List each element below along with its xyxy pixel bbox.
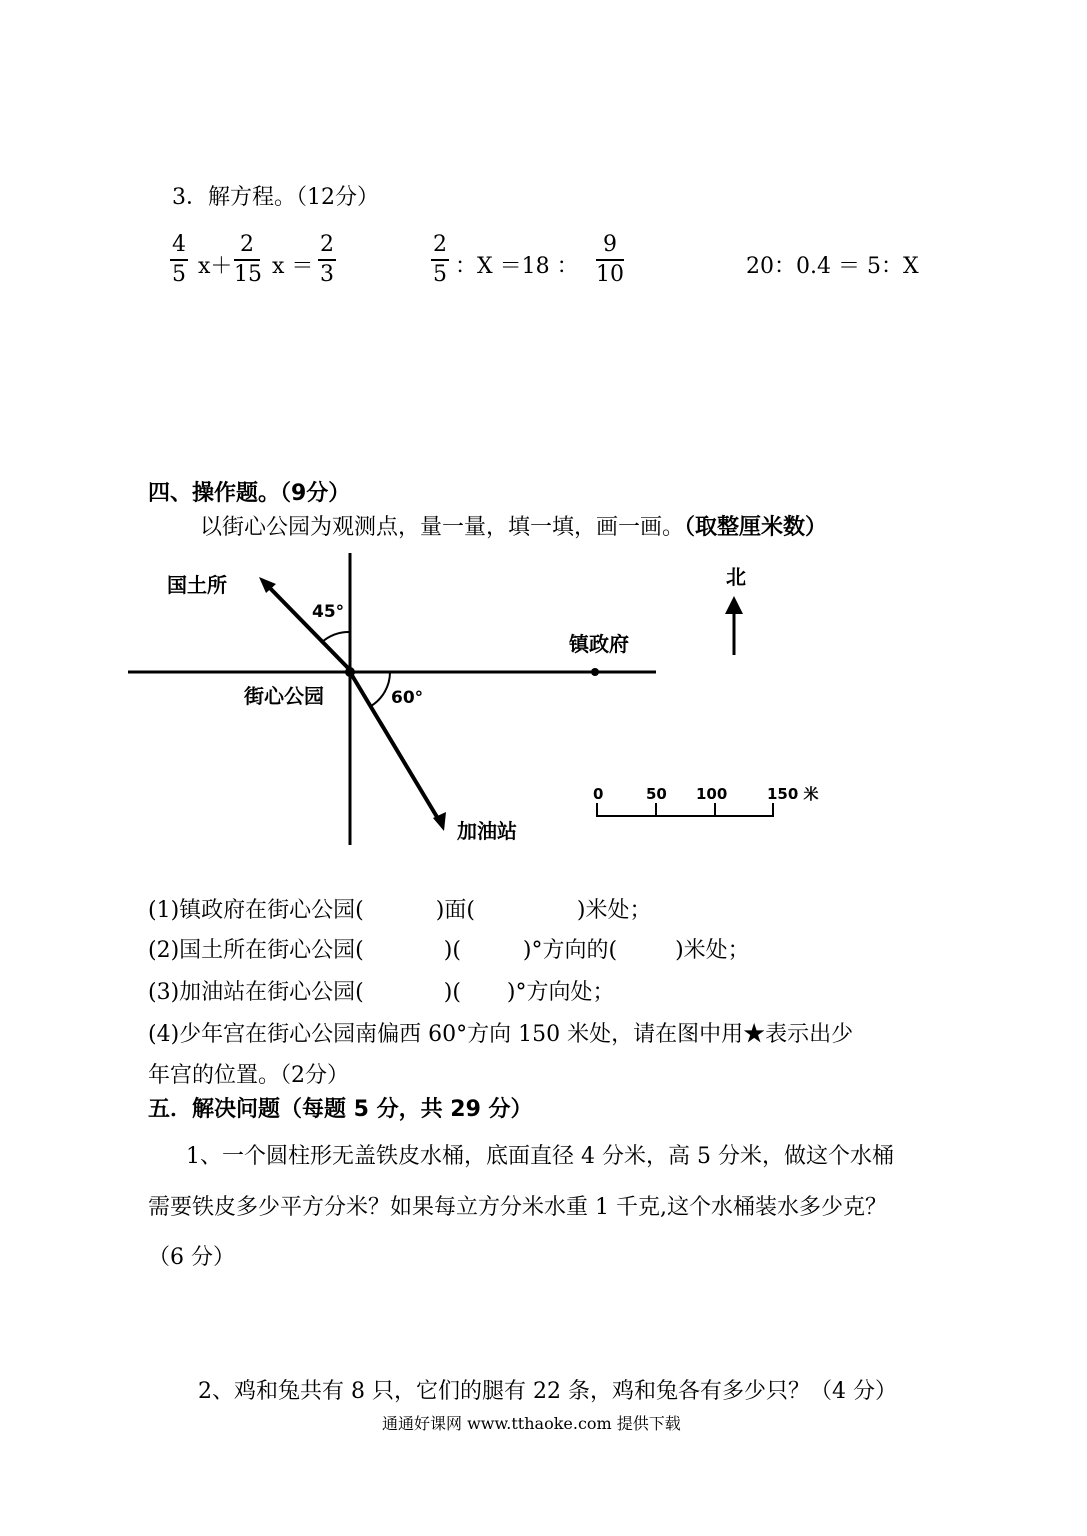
problem1-line3: （6 分） — [148, 1245, 235, 1270]
eq1-mid: x＋ — [198, 254, 233, 279]
scale-tick-150: 150 米 — [767, 785, 819, 803]
problem1-line1: 1、一个圆柱形无盖铁皮水桶，底面直径 4 分米，高 5 分米，做这个水桶 — [186, 1144, 894, 1169]
arc-60 — [371, 672, 390, 706]
instruction-text: 以街心公园为观测点，量一量，填一填，画一画。 — [200, 515, 685, 540]
eq1-fraction-3: 2 3 — [320, 232, 334, 287]
eq1-rest: x ＝ — [272, 254, 314, 279]
footer: 通通好课网 www.tthaoke.com 提供下载 — [382, 1414, 681, 1433]
problem2: 2、鸡和兔共有 8 只，它们的腿有 22 条，鸡和兔各有多少只？（4 分） — [198, 1379, 897, 1404]
item-2: (2)国土所在街心公园( )( )°方向的( )米处； — [148, 938, 750, 963]
eq2-fraction-2: 9 10 — [596, 232, 624, 287]
center-point — [345, 667, 355, 677]
label-angle-45: 45° — [312, 602, 345, 622]
instruction-note: （取整厘米数） — [684, 515, 828, 540]
item-4-line1: (4)少年宫在街心公园南偏西 60°方向 150 米处，请在图中用★表示出少 — [148, 1022, 854, 1047]
label-guotusuo: 国土所 — [167, 573, 227, 597]
label-jiexin: 街心公园 — [244, 684, 324, 708]
item-3: (3)加油站在街心公园( )( )°方向处； — [148, 980, 615, 1005]
q3-title: 3．解方程。（12分） — [172, 185, 379, 210]
label-north: 北 — [726, 565, 746, 589]
problem1-line2: 需要铁皮多少平方分米？如果每立方分米水重 1 千克,这个水桶装水多少克？ — [148, 1195, 887, 1220]
item-4-line2: 年宫的位置。（2分） — [148, 1063, 349, 1088]
label-jiayouzhan: 加油站 — [457, 819, 517, 843]
eq1-fraction-2: 2 15 — [234, 232, 262, 287]
section4-title: 四、操作题。（9分） — [148, 481, 351, 506]
eq2-mid: ：X ＝18 ： — [455, 254, 579, 279]
item-1: (1)镇政府在街心公园( )面( )米处； — [148, 898, 652, 923]
eq2-fraction-1: 2 5 — [433, 232, 447, 287]
label-zhenzhengfu: 镇政府 — [569, 632, 629, 656]
zhenzhengfu-point — [591, 668, 599, 676]
eq3: 20：0.4 ＝ 5：X — [746, 254, 919, 279]
ray-guotusuo — [265, 583, 350, 670]
scale-tick-50: 50 — [646, 785, 667, 803]
label-angle-60: 60° — [391, 688, 424, 708]
scale-tick-100: 100 — [696, 785, 728, 803]
scale-tick-0: 0 — [593, 785, 604, 803]
eq1-fraction-1: 4 5 — [172, 232, 186, 287]
section5-title: 五．解决问题（每题 5 分，共 29 分） — [148, 1097, 533, 1122]
arc-45 — [321, 632, 350, 643]
north-arrow-icon — [725, 596, 743, 614]
